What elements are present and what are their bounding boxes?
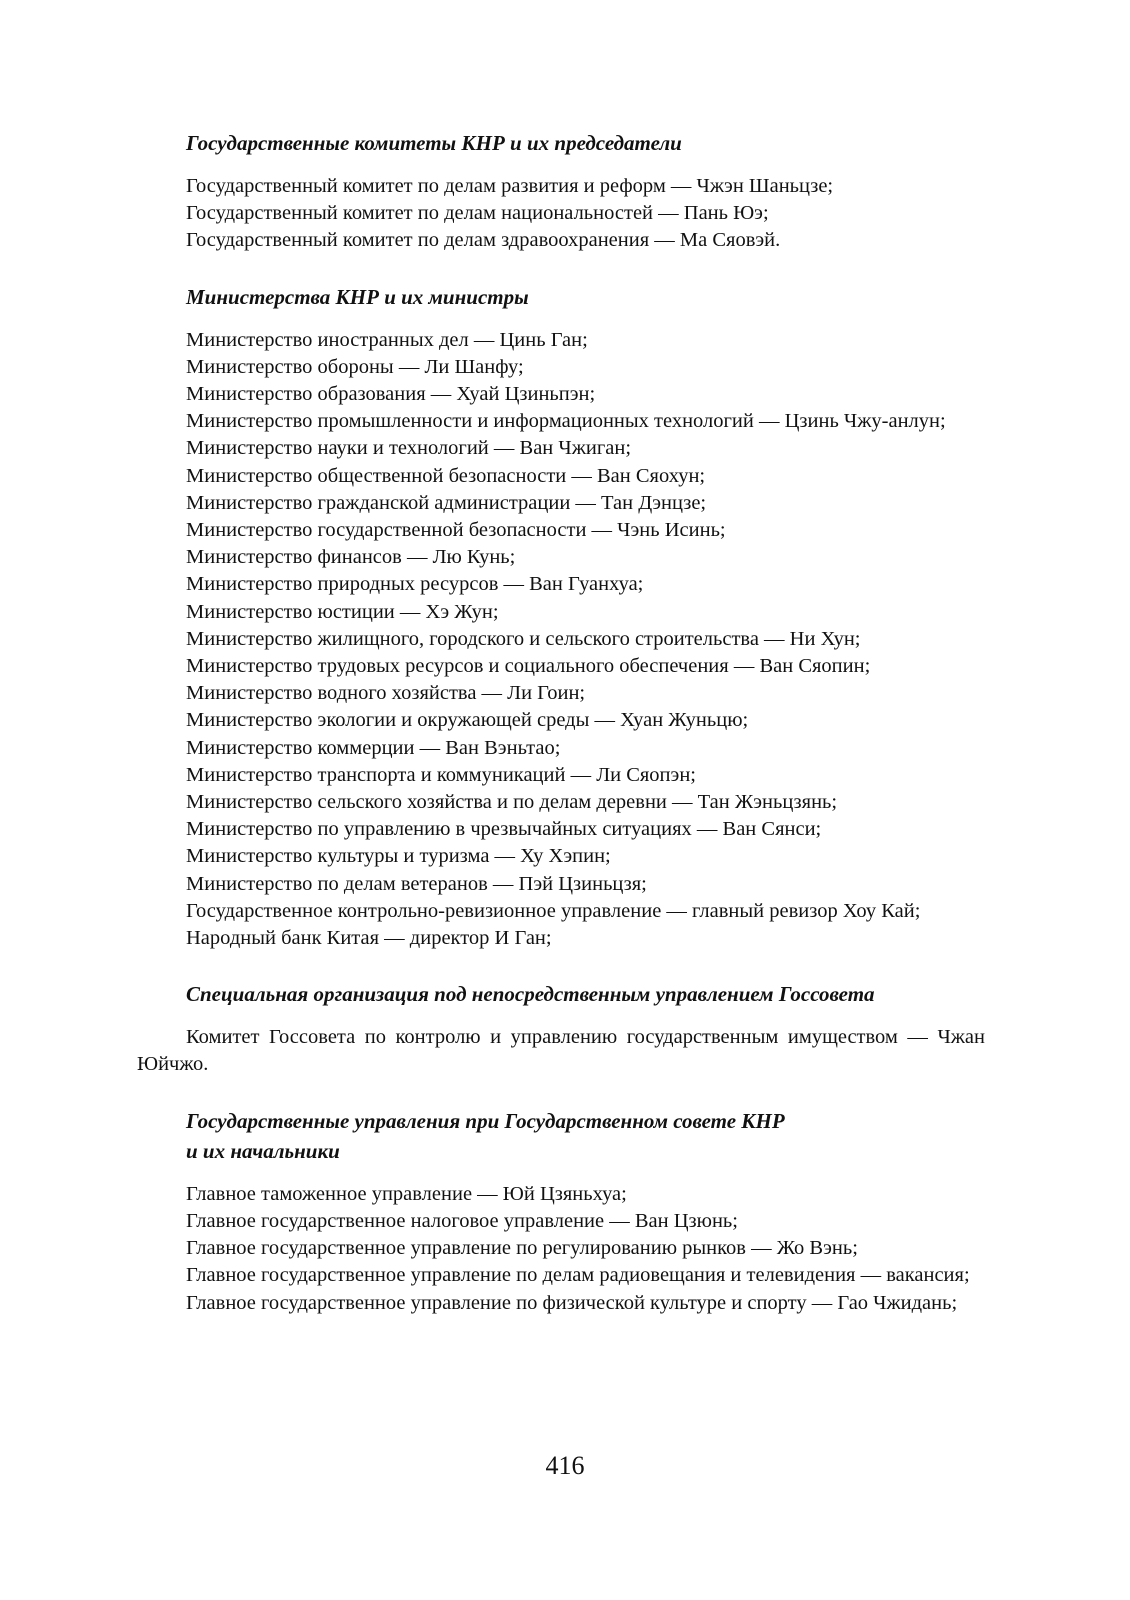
list-item: Министерство по делам ветеранов — Пэй Цзиньцзя; bbox=[186, 872, 647, 895]
list-item: Министерство культуры и туризма — Ху Хэпин; bbox=[186, 845, 611, 868]
list-item: Главное государственное управление по физической культуре и спорту — Гао Чжидань; bbox=[186, 1291, 958, 1314]
list-item: Министерство транспорта и коммуникаций — Ли Сяопэн; bbox=[186, 763, 696, 786]
list-item: Народный банк Китая — директор И Ган; bbox=[186, 927, 552, 950]
list-item: Министерство по управлению в чрезвычайных ситуациях — Ван Сянси; bbox=[186, 818, 822, 841]
section-heading bbox=[137, 282, 985, 312]
heading-line: Министерства КНР и их министры bbox=[186, 284, 529, 309]
list-item: Министерство юстиции — Хэ Жун; bbox=[186, 600, 499, 623]
item-list bbox=[137, 327, 985, 953]
heading-line: Государственные комитеты КНР и их председатели bbox=[186, 131, 682, 155]
list-item: Государственный комитет по делам развития и реформ — Чжэн Шаньцзе; bbox=[186, 175, 834, 197]
list-item: Министерство экологии и окружающей среды — Хуан Жуньцю; bbox=[186, 709, 749, 732]
list-item: Министерство сельского хозяйства и по делам деревни — Тан Жэньцзянь; bbox=[186, 791, 838, 814]
section-ministries bbox=[137, 282, 985, 953]
list-item: Министерство финансов — Лю Кунь; bbox=[186, 546, 516, 569]
list-item: Главное государственное управление по делам радиовещания и телевидения — вакансия; bbox=[186, 1264, 970, 1287]
list-item: Министерство государственной безопасности — Чэнь Исинь; bbox=[186, 519, 726, 542]
list-item: Главное таможенное управление — Юй Цзяньхуа; bbox=[186, 1182, 627, 1205]
section-heading bbox=[137, 1106, 985, 1166]
list-item: Министерство науки и технологий — Ван Чжиган; bbox=[186, 437, 632, 460]
list-item: Министерство общественной безопасности — Ван Сяохун; bbox=[186, 464, 706, 487]
page-content bbox=[137, 128, 985, 1317]
list-item: Министерство коммерции — Ван Вэньтао; bbox=[186, 736, 561, 759]
section-special-organization bbox=[137, 979, 985, 1078]
list-item: Министерство трудовых ресурсов и социального обеспечения — Ван Сяопин; bbox=[186, 655, 871, 678]
list-item: Министерство природных ресурсов — Ван Гуанхуа; bbox=[186, 573, 644, 596]
list-item: Министерство жилищного, городского и сельского строительства — Ни Хун; bbox=[186, 627, 861, 650]
heading-line: Государственные управления при Государственном совете КНР bbox=[186, 1108, 785, 1133]
list-item: Главное государственное налоговое управление — Ван Цзюнь; bbox=[186, 1209, 738, 1232]
list-item: Комитет Госсовета по контролю и управлению государственным имуществом — Чжан Юйчжо. bbox=[137, 1026, 985, 1076]
list-item: Государственное контрольно-ревизионное управление — главный ревизор Хоу Кай; bbox=[186, 899, 921, 922]
heading-line: Специальная организация под непосредственным управлением Госсовета bbox=[186, 982, 875, 1007]
section-state-administrations bbox=[137, 1106, 985, 1317]
item-list bbox=[137, 1181, 985, 1317]
item-list bbox=[137, 173, 985, 255]
section-heading bbox=[137, 128, 985, 158]
item-list bbox=[137, 1024, 985, 1078]
list-item: Министерство обороны — Ли Шанфу; bbox=[186, 355, 524, 378]
list-item: Главное государственное управление по регулированию рынков — Жо Вэнь; bbox=[186, 1237, 858, 1260]
list-item: Министерство образования — Хуай Цзиньпэн; bbox=[186, 383, 596, 406]
list-item: Министерство водного хозяйства — Ли Гоин; bbox=[186, 682, 586, 705]
list-item: Министерство промышленности и информационных технологий — Цзинь Чжу-анлун; bbox=[186, 410, 946, 433]
list-item: Государственный комитет по делам здравоохранения — Ма Сяовэй. bbox=[186, 229, 781, 252]
section-state-committees bbox=[137, 128, 985, 255]
list-item: Министерство иностранных дел — Цинь Ган; bbox=[186, 328, 588, 351]
heading-line: и их начальники bbox=[186, 1138, 340, 1163]
section-heading bbox=[137, 979, 985, 1009]
page-number: 416 bbox=[545, 1451, 585, 1480]
list-item: Государственный комитет по делам национальностей — Пань Юэ; bbox=[186, 202, 769, 225]
list-item: Министерство гражданской администрации — Тан Дэнцзе; bbox=[186, 491, 707, 514]
